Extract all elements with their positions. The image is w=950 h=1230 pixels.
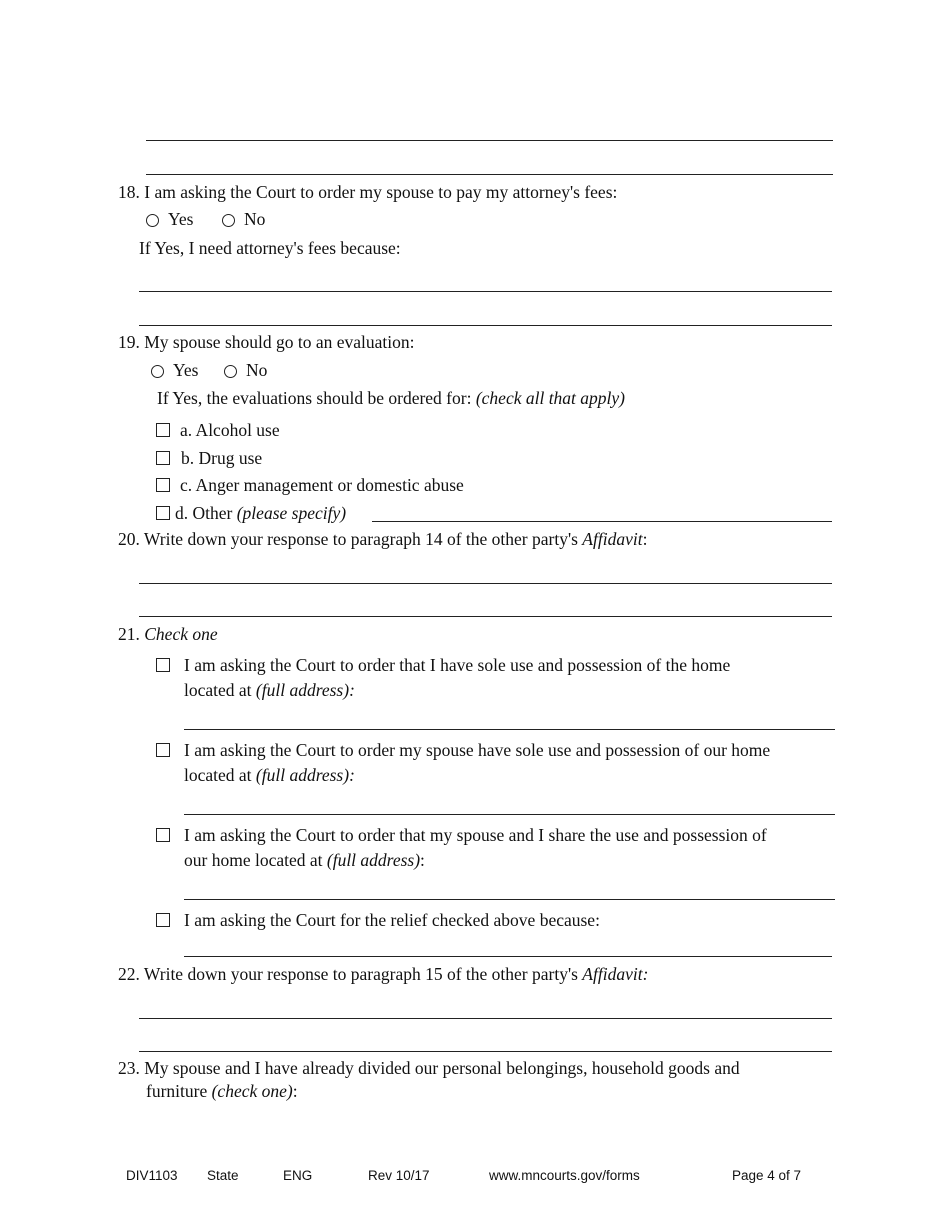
- q22-affidavit: Affidavit:: [582, 964, 649, 984]
- q19-option-b-label: b. Drug use: [181, 448, 263, 468]
- q18-followup: If Yes, I need attorney's fees because:: [139, 238, 401, 258]
- q19-other-note: (please specify): [236, 503, 347, 523]
- q21-option3-checkbox[interactable]: [156, 828, 170, 842]
- footer-form-id: DIV1103: [126, 1168, 178, 1183]
- q20-text-main: 20. Write down your response to paragraph 14 of the other party's: [118, 529, 583, 549]
- q21-option2-line1: I am asking the Court to order my spouse have sole use and possession of our home: [184, 740, 771, 760]
- q21-option3-note: (full address): [326, 850, 421, 870]
- q23-line2: [146, 1081, 298, 1102]
- q21-option3-line2: [184, 850, 425, 871]
- q23-furniture: furniture: [146, 1081, 212, 1101]
- q19-no-radio[interactable]: [224, 365, 237, 378]
- q22-text: [118, 964, 648, 985]
- q19-followup-note: (check all that apply): [475, 388, 626, 408]
- q19-option-c-label: c. Anger management or domestic abuse: [180, 475, 464, 495]
- q20-text: [118, 529, 647, 550]
- q21-option2-checkbox[interactable]: [156, 743, 170, 757]
- q21-option2-note: (full address):: [255, 765, 355, 785]
- q19-yes-label: Yes: [173, 360, 199, 380]
- q19-option-d-checkbox[interactable]: [156, 506, 170, 520]
- q21-option1-located: located at: [184, 680, 256, 700]
- answer-line[interactable]: [146, 174, 833, 175]
- q19-option-a-checkbox[interactable]: [156, 423, 170, 437]
- q19-option-a-label: a. Alcohol use: [180, 420, 280, 440]
- q21-title: [118, 624, 218, 645]
- q20-colon: :: [642, 529, 648, 549]
- q21-option2-address-line[interactable]: [184, 814, 835, 815]
- q19-option-d-label: [175, 503, 346, 524]
- q21-option2-line2: [184, 765, 355, 786]
- q21-option2-located: located at: [184, 765, 256, 785]
- q20-answer-line[interactable]: [139, 616, 832, 617]
- q21-option1-note: (full address):: [255, 680, 355, 700]
- q18-text: 18. I am asking the Court to order my spouse to pay my attorney's fees:: [118, 182, 618, 202]
- q18-no-label: No: [244, 209, 266, 229]
- q19-other-text: d. Other: [175, 503, 237, 523]
- q21-option1-line2: [184, 680, 355, 701]
- q21-option4-reason-line[interactable]: [184, 956, 832, 957]
- q22-answer-line[interactable]: [139, 1018, 832, 1019]
- q21-check-one: Check one: [144, 624, 218, 644]
- q19-other-specify-line[interactable]: [372, 521, 832, 522]
- q18-answer-line[interactable]: [139, 291, 832, 292]
- q21-option1-checkbox[interactable]: [156, 658, 170, 672]
- q18-yes-label: Yes: [168, 209, 194, 229]
- q20-affidavit: Affidavit: [582, 529, 643, 549]
- footer-jurisdiction: State: [207, 1168, 239, 1183]
- q19-yes-radio[interactable]: [151, 365, 164, 378]
- q19-followup-text: If Yes, the evaluations should be ordered for:: [157, 388, 476, 408]
- q21-option3-address-line[interactable]: [184, 899, 835, 900]
- q19-option-b-checkbox[interactable]: [156, 451, 170, 465]
- q19-text: 19. My spouse should go to an evaluation:: [118, 332, 415, 352]
- q18-no-radio[interactable]: [222, 214, 235, 227]
- q22-answer-line[interactable]: [139, 1051, 832, 1052]
- q18-yes-radio[interactable]: [146, 214, 159, 227]
- q21-option1-line1: I am asking the Court to order that I have sole use and possession of the home: [184, 655, 731, 675]
- answer-line[interactable]: [146, 140, 833, 141]
- q19-option-c-checkbox[interactable]: [156, 478, 170, 492]
- q21-option1-address-line[interactable]: [184, 729, 835, 730]
- footer-revision: Rev 10/17: [368, 1168, 430, 1183]
- q19-followup: [157, 388, 625, 409]
- q20-answer-line[interactable]: [139, 583, 832, 584]
- q21-option3-line1: I am asking the Court to order that my spouse and I share the use and possession of: [184, 825, 767, 845]
- q19-no-label: No: [246, 360, 268, 380]
- footer-language: ENG: [283, 1168, 313, 1183]
- q21-number: 21.: [118, 624, 145, 644]
- q22-text-main: 22. Write down your response to paragraph 15 of the other party's: [118, 964, 583, 984]
- q23-line1: 23. My spouse and I have already divided our personal belongings, household goods and: [118, 1058, 740, 1078]
- q21-option4-label: I am asking the Court for the relief checked above because:: [184, 910, 600, 930]
- footer-page-number: Page 4 of 7: [732, 1168, 802, 1183]
- q23-note: (check one): [211, 1081, 293, 1101]
- q21-option4-checkbox[interactable]: [156, 913, 170, 927]
- q21-option3-located: our home located at: [184, 850, 327, 870]
- q21-option3-colon: :: [420, 850, 425, 870]
- q18-answer-line[interactable]: [139, 325, 832, 326]
- footer-url[interactable]: www.mncourts.gov/forms: [489, 1168, 640, 1183]
- q23-colon: :: [292, 1081, 298, 1101]
